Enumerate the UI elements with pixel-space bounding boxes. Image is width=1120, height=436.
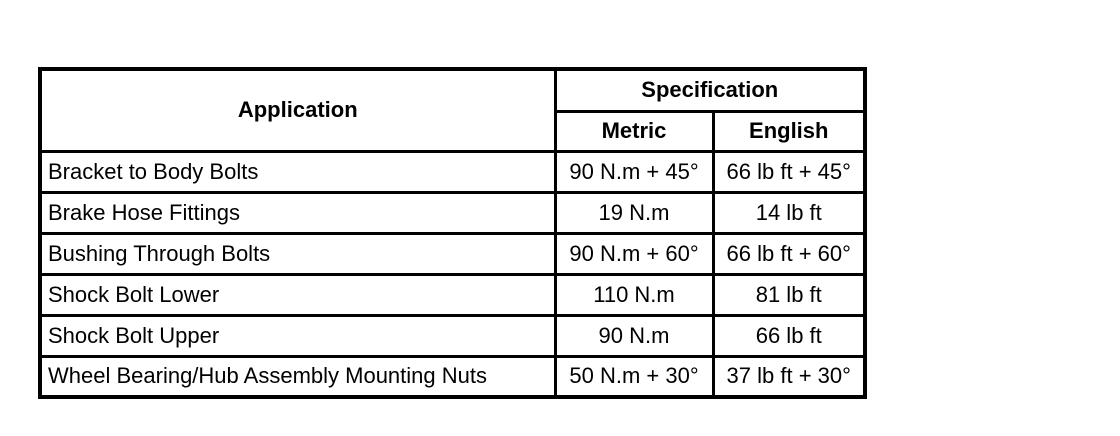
table-row: [40, 151, 865, 192]
table-body: [40, 151, 865, 397]
metric-cell: 19 N.m: [555, 192, 713, 233]
metric-cell: 50 N.m + 30°: [555, 356, 713, 397]
application-cell: Brake Hose Fittings: [40, 192, 555, 233]
metric-cell: 110 N.m: [555, 274, 713, 315]
application-cell: Shock Bolt Upper: [40, 315, 555, 356]
table-header: [40, 69, 865, 151]
english-cell: 37 lb ft + 30°: [713, 356, 865, 397]
fastener-spec-table: [38, 67, 867, 399]
english-cell: 81 lb ft: [713, 274, 865, 315]
english-cell: 66 lb ft + 60°: [713, 233, 865, 274]
metric-cell: 90 N.m + 60°: [555, 233, 713, 274]
header-row: [40, 69, 865, 111]
english-cell: 66 lb ft + 45°: [713, 151, 865, 192]
application-cell: Shock Bolt Lower: [40, 274, 555, 315]
table-row: [40, 315, 865, 356]
table-row: [40, 192, 865, 233]
english-cell: 66 lb ft: [713, 315, 865, 356]
metric-header: Metric: [555, 111, 713, 151]
application-cell: Bracket to Body Bolts: [40, 151, 555, 192]
application-header: Application: [40, 69, 555, 151]
metric-cell: 90 N.m: [555, 315, 713, 356]
specification-header: Specification: [555, 69, 865, 111]
application-cell: Bushing Through Bolts: [40, 233, 555, 274]
metric-cell: 90 N.m + 45°: [555, 151, 713, 192]
table-row: [40, 356, 865, 397]
english-cell: 14 lb ft: [713, 192, 865, 233]
english-header: English: [713, 111, 865, 151]
table-row: [40, 274, 865, 315]
table-row: [40, 233, 865, 274]
application-cell: Wheel Bearing/Hub Assembly Mounting Nuts: [40, 356, 555, 397]
